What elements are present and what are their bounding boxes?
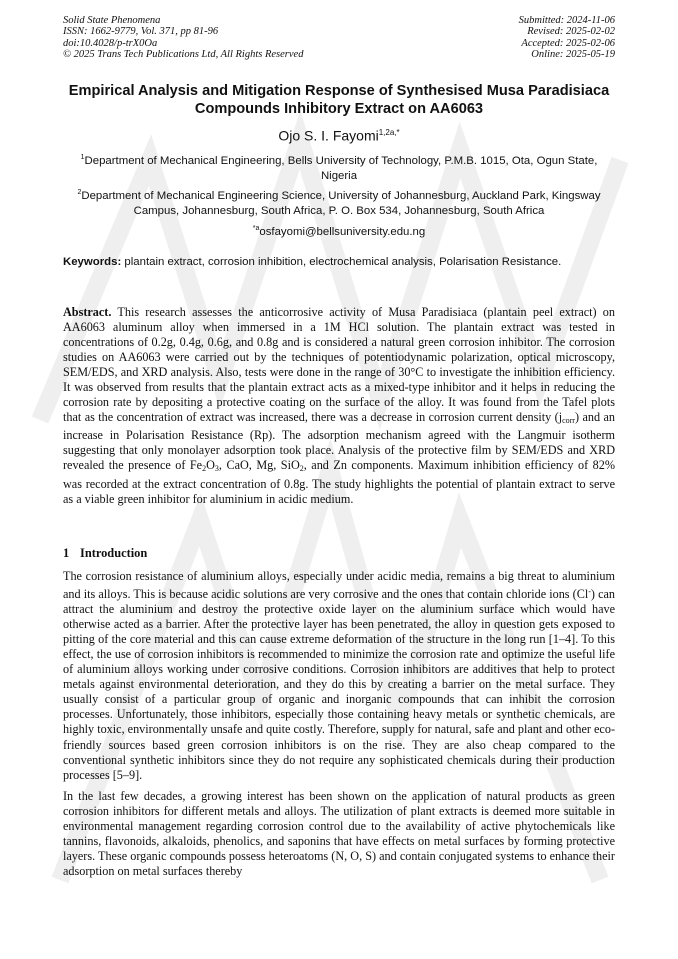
affiliation-2 — [63, 185, 615, 219]
paper-title: Empirical Analysis and Mitigation Response of Synthesised Musa Paradisiaca Compounds Inhibitory Extract on AA6063 — [68, 83, 610, 117]
section-heading — [63, 546, 147, 561]
abstract-text-3: O — [206, 458, 215, 473]
email-link[interactable]: osfayomi@bellsuniversity.edu.ng — [259, 225, 426, 238]
abstract-subscript-sio2: 2 — [299, 464, 304, 474]
email-mark: *a — [252, 225, 260, 232]
abstract-text-5: , and Zn components. Maximum inhibition efficiency of 82% was recorded at the extract concentration of 0.8g. The study highlights the potential of plantain extract to serve as a viable green inhibitor for aluminium in acidic medium. — [63, 458, 615, 506]
author-marks: 1,2a,* — [378, 128, 400, 137]
keywords-label: Keywords: — [63, 256, 122, 268]
abstract-subscript-2: 2 — [202, 464, 207, 474]
journal-copyright: © 2025 Trans Tech Publications Ltd, All Rights Reserved — [63, 49, 304, 61]
affiliation-2-text: Department of Mechanical Engineering Science, University of Johannesburg, Auckland Park, Kingsway Campus, Johannesburg, South Africa, P. O. Box 534, Johannesburg, South Africa — [81, 189, 601, 217]
submission-dates — [519, 15, 615, 61]
journal-info — [63, 15, 303, 61]
abstract-text-1: This research assesses the anticorrosive activity of Musa Paradisiaca (plantain peel extract) on AA6063 aluminum alloy when immersed in a 1M HCl solution. The plantain extract was tested in concentrations of 0.2g, 0.4g, 0.6g, and 0.8g and is considered a natural green corrosion inhibitor. The corrosion studies on AA6063 were carried out by the techniques of potentiodynamic polarization, optical microscopy, SEM/EDS, and XRD analysis. Also, tests were done in the range of 30°C to investigate the inhibition efficiency. It was observed from results that the plantain extract acts as a mixed-type inhibitor and it helps in reducing the corrosion rate by depositing a protective coating on the surface of the alloy. It was found from the Tafel plots that as the concentration of extract was increased, there was a decrease in corrosion current density (j — [63, 305, 615, 425]
intro-paragraph-1 — [63, 569, 615, 783]
intro-p1-text-b: ) can attract the aluminium and destroy the protective oxide layer on the aluminium surface which would have otherwise acted as a barrier. After the protective layer has been penetrated, the alloy in question gets exposed to pitting of the core material and this can cause extreme deformation of the structure in the long run [1–4]. To this effect, the use of corrosion inhibitors is recommended to minimize the corrosion rate and optimize the useful life of aluminium alloys working under corrosive conditions. Corrosion inhibitors are additives that help to protect metals against environmental deterioration, and they do this by creating a barrier on the metal surface. They usually consist of a particular group of organic and inorganic compounds that can inhibit the corrosion processes. Unfortunately, those inhibitors, especially those containing heavy metals or synthetic chemicals, are highly toxic, environmentally unsafe and quite costly. Therefore, supply for natural, safe and plant and other eco-friendly sources based green corrosion inhibitors is on the rise. They are also cheap compared to the conventional synthetic inhibitors since they do not require any sophisticated chemicals during their production processes [5–9]. — [63, 587, 615, 782]
journal-name: Solid State Phenomena — [63, 15, 161, 26]
section-number: 1 — [63, 546, 70, 560]
intro-p1-text-a: The corrosion resistance of aluminium alloys, especially under acidic media, remains a big threat to aluminium and its alloys. This is because acidic solutions are very corrosive and the ones that contain chloride ions (Cl — [63, 569, 615, 602]
accepted-date: Accepted: 2025-02-06 — [521, 37, 615, 49]
abstract-subscript-corr: corr — [562, 416, 575, 426]
journal-issn: ISSN: 1662-9779, Vol. 371, pp 81-96 — [63, 26, 219, 38]
intro-paragraph-2: In the last few decades, a growing interest has been shown on the application of natural products as green corrosion inhibitors for different metals and alloys. The utilization of plant extracts is deemed more suitable in environmental management regarding corrosion control due to the availability of active phytochemicals like tannins, flavonoids, alkaloids, phenolics, and saponins that have effects on metal surfaces by forming protective layers. These organic compounds possess heteroatoms (N, O, S) and contain conjugated systems to enhance their adsorption on metal surfaces thereby — [63, 789, 615, 879]
corresponding-email — [63, 221, 615, 240]
section-title: Introduction — [80, 546, 148, 560]
author-name: Ojo S. I. Fayomi — [278, 127, 379, 144]
affiliation-2-mark: 2 — [77, 189, 82, 196]
intro-p1-superscript: - — [588, 587, 591, 597]
author-line — [63, 124, 615, 145]
abstract-subscript-3: 3 — [214, 464, 219, 474]
affiliation-1-mark: 1 — [80, 154, 85, 161]
abstract-text-4: , CaO, Mg, SiO — [218, 458, 300, 473]
revised-date: Revised: 2025-02-02 — [527, 26, 615, 38]
abstract-text-2: ) and an increase in Polarisation Resistance (Rp). The adsorption mechanism agreed with the Langmuir isotherm suggesting that only monolayer adsorption took place. Analysis of the protective film by SEM/EDS and XRD revealed the presence of Fe — [63, 410, 615, 473]
journal-doi: doi:10.4028/p-trX0Oa — [63, 37, 158, 49]
keywords-text: plantain extract, corrosion inhibition, electrochemical analysis, Polarisation Resistance. — [124, 256, 562, 268]
submitted-date: Submitted: 2024-11-06 — [518, 15, 615, 26]
abstract — [63, 305, 615, 507]
online-date: Online: 2025-05-19 — [531, 49, 615, 61]
abstract-label: Abstract. — [63, 305, 112, 319]
keywords — [63, 255, 615, 270]
affiliation-1-text: Department of Mechanical Engineering, Bells University of Technology, P.M.B. 1015, Ota, Ogun State, Nigeria — [84, 154, 598, 182]
affiliation-1 — [63, 150, 615, 184]
